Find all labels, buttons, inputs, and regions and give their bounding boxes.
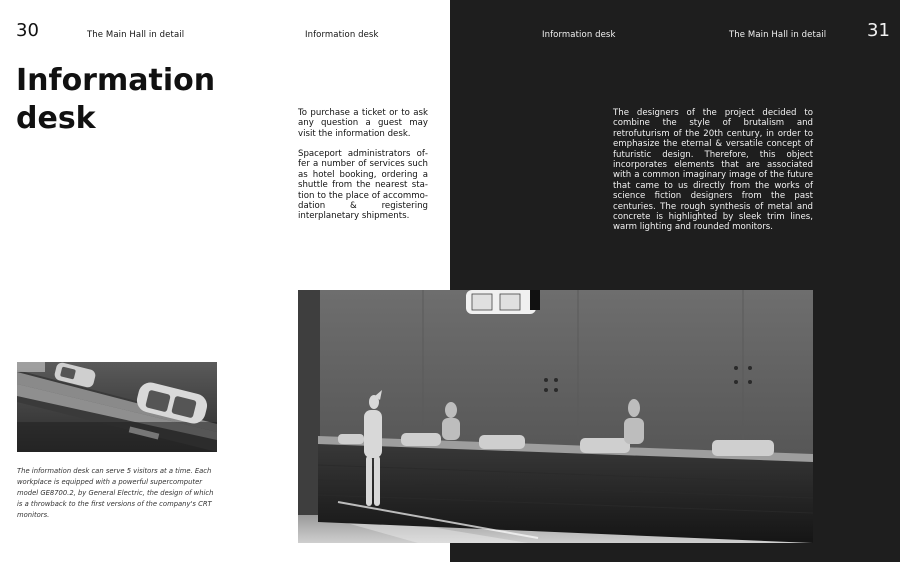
image-caption: The information desk can serve 5 visitors at a time. Each workplace is equipped with a powerful supercomputer model GE8700.2, by General Electric, the design of which is a throwback to the first versions of the company's CRT monitors. — [17, 467, 214, 519]
intro-paragraph: To purchase a ticket or to ask any question a guest may visit the information desk. — [298, 108, 428, 139]
running-head-right: The Main Hall in detail — [729, 30, 827, 40]
page-number-left: 30 — [16, 20, 39, 41]
running-head-left: The Main Hall in detail — [87, 30, 185, 40]
services-paragraph: Spaceport administrators offer a number of services such as hotel booking, ordering a shuttle from the nearest station to the place of accommodation & registering interplanetary shipments. — [298, 149, 428, 222]
page-number-right: 31 — [867, 20, 890, 41]
desk-closeup-image — [17, 362, 217, 452]
section-label-left: Information desk — [305, 30, 379, 40]
title-line-1: Information — [16, 63, 216, 98]
section-label-right: Information desk — [542, 30, 616, 40]
information-desk-image — [298, 290, 813, 543]
design-paragraph: The designers of the project decided to combine the style of brutalism and retrofuturism of the 20th century, in order to emphasize the eternal & versatile concept of futuristic design. Therefore, this object incorporates elements that are associated with a common imaginary image of the future that came to us directly from the works of science fiction designers from the past centuries. The rough synthesis of metal and concrete is highlighted by sleek trim lines, warm lighting and rounded monitors. — [613, 108, 813, 233]
title-line-2: desk — [16, 101, 96, 136]
page-title — [16, 62, 246, 138]
